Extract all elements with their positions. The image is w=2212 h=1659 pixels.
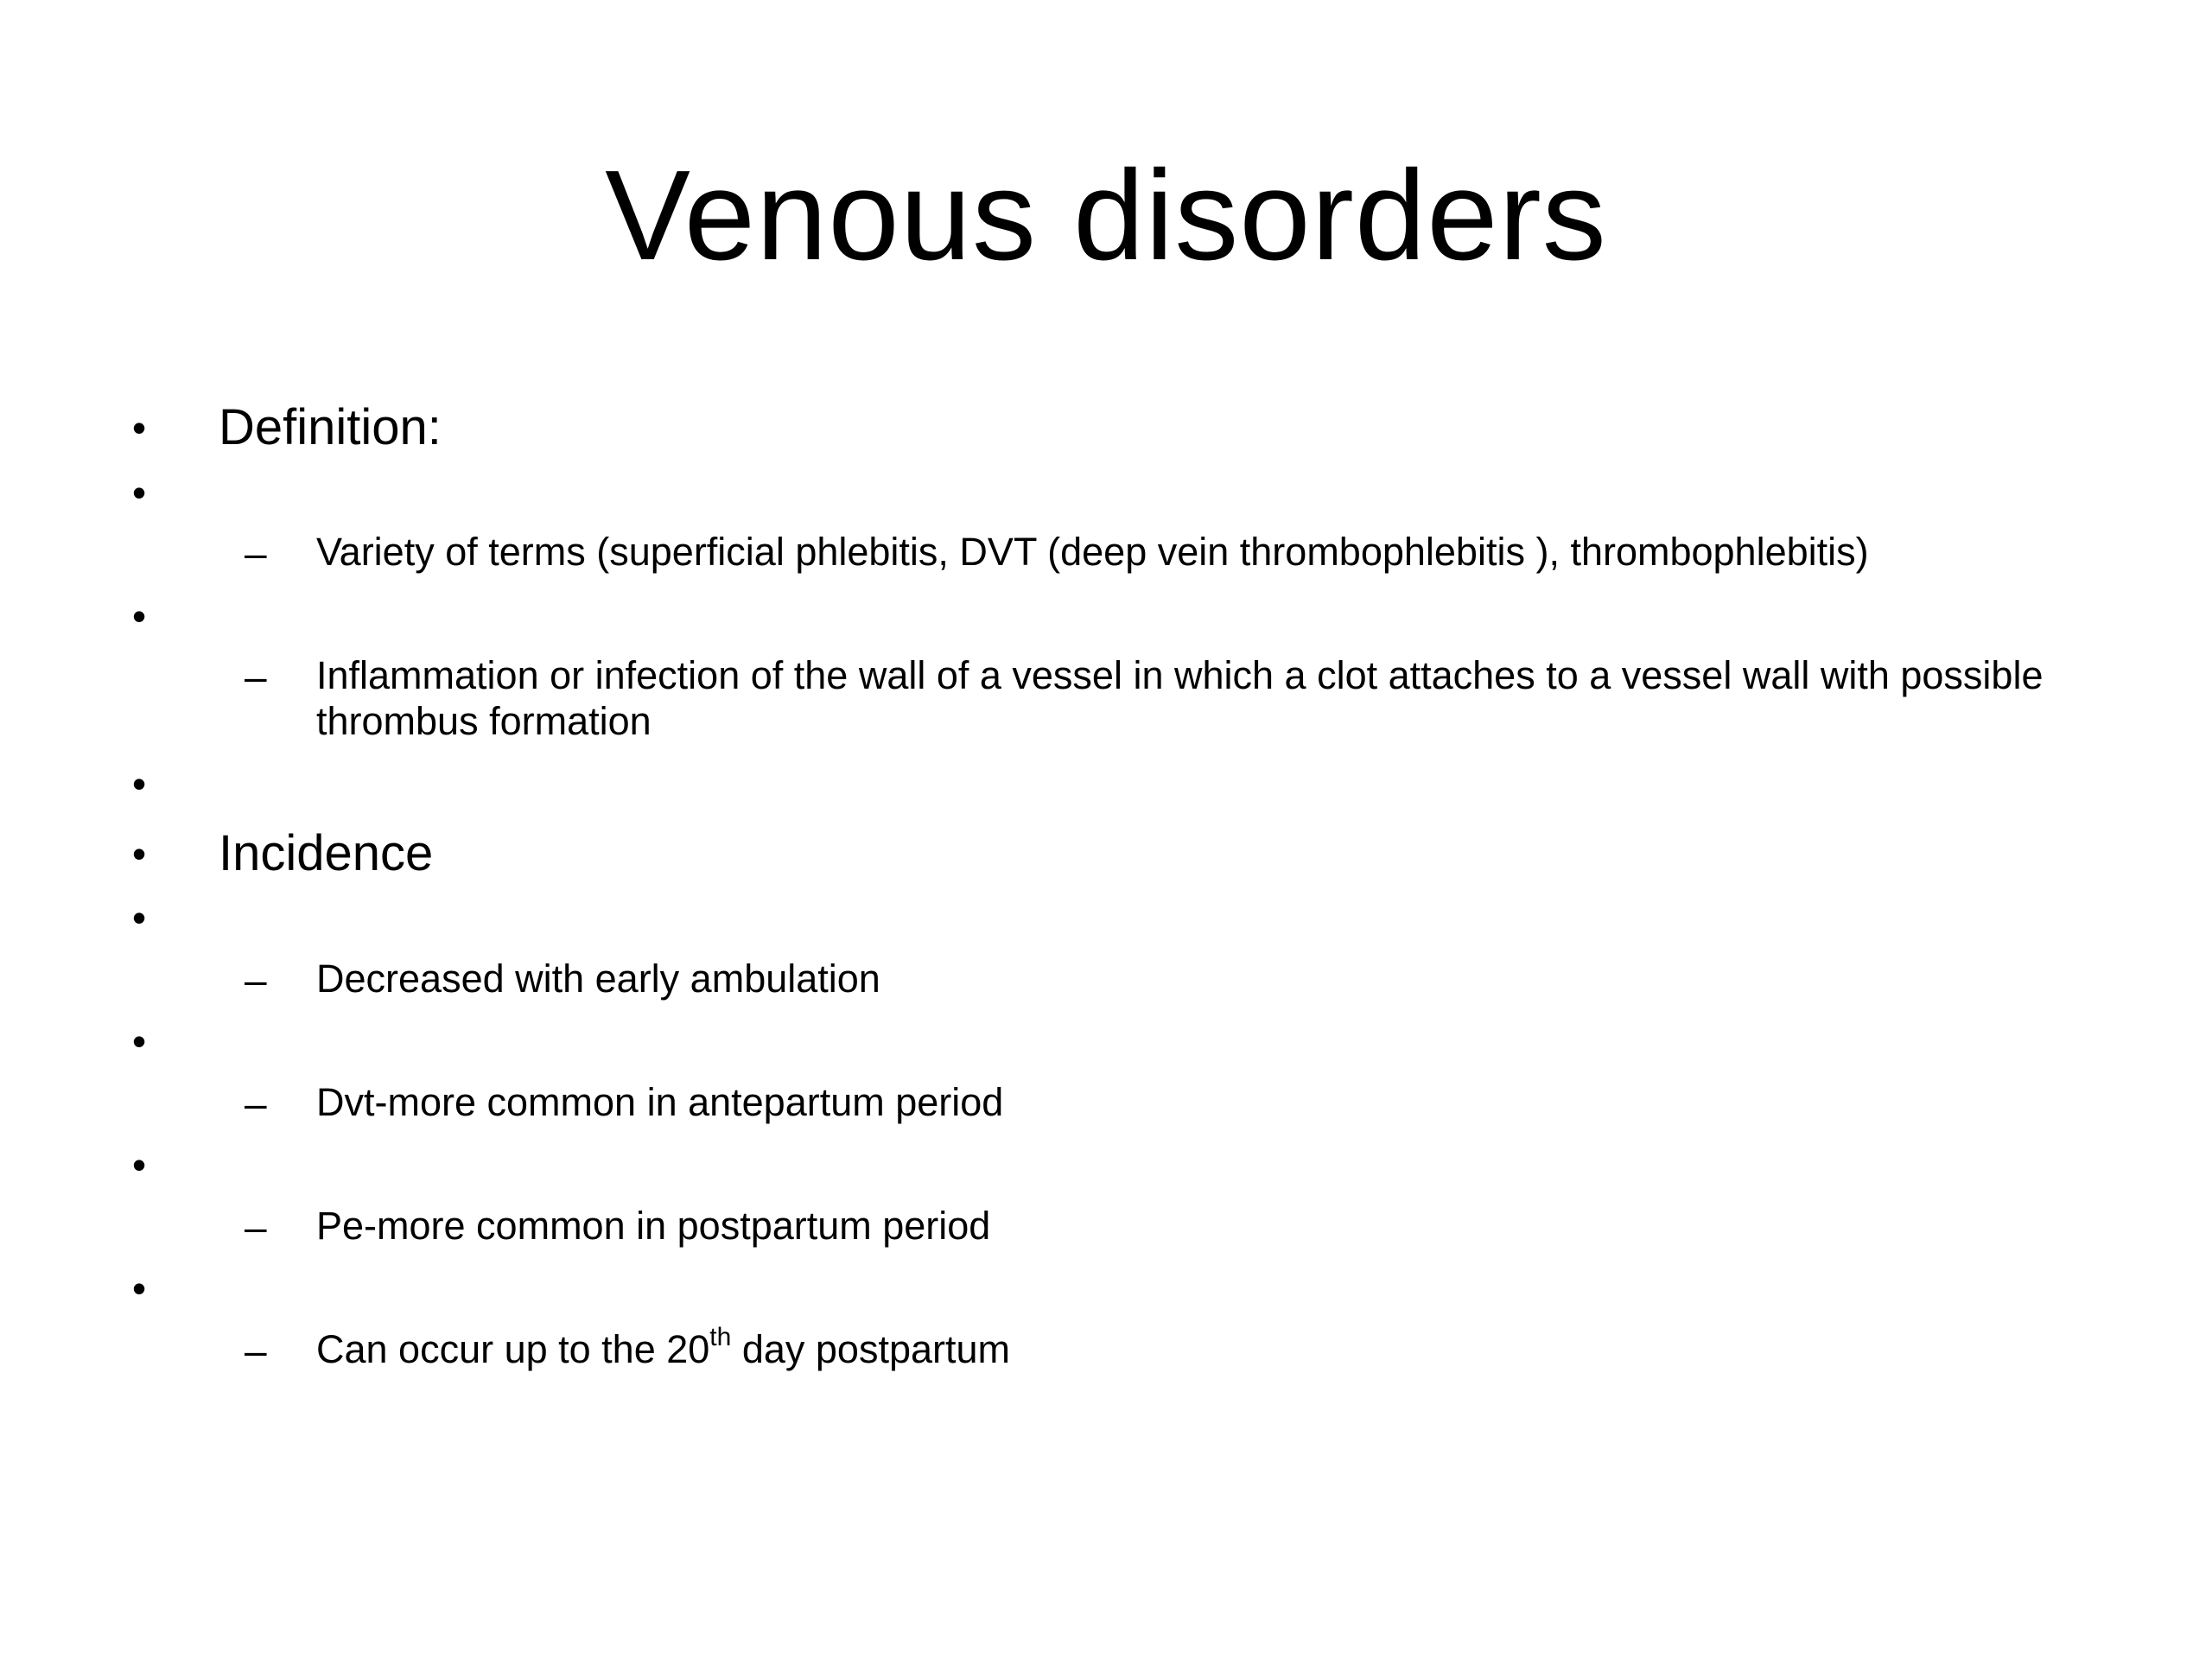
- dash: –: [245, 654, 267, 699]
- subitem-text-part: day postpartum: [731, 1327, 1010, 1371]
- bullet: •: [132, 405, 147, 450]
- subitem-text: Inflammation or infection of the wall of a vessel in which a clot attaches to a vessel wall with possible thrombus formation: [316, 653, 2044, 743]
- slide-title: Venous disorders: [605, 144, 1607, 287]
- dash: –: [245, 1205, 267, 1249]
- bullet-text: Definition:: [219, 399, 442, 455]
- bullet: •: [132, 1019, 147, 1064]
- bullet: •: [132, 831, 147, 876]
- subitem-text: [316, 1323, 2088, 1372]
- dash: –: [245, 957, 267, 1002]
- dash: –: [245, 1081, 267, 1126]
- bullet: •: [132, 470, 147, 515]
- subitem-text-part: Can occur up to the 20: [316, 1327, 710, 1371]
- bullet: •: [132, 1142, 147, 1187]
- bullet: •: [132, 1266, 147, 1311]
- dash: –: [245, 531, 267, 575]
- ordinal-superscript: th: [709, 1323, 732, 1351]
- dash: –: [245, 1328, 267, 1373]
- subitem-text: Dvt-more common in antepartum period: [316, 1080, 1004, 1124]
- bullet: •: [132, 594, 147, 639]
- subitem-text: Decreased with early ambulation: [316, 957, 880, 1001]
- bullet-text: Incidence: [219, 825, 434, 881]
- subitem-text: Pe-more common in postpartum period: [316, 1204, 991, 1248]
- bullet: •: [132, 761, 147, 806]
- subitem-text: Variety of terms (superficial phlebitis, DVT (deep vein thrombophlebitis ), thrombophlebitis): [316, 530, 1869, 574]
- bullet: •: [132, 895, 147, 940]
